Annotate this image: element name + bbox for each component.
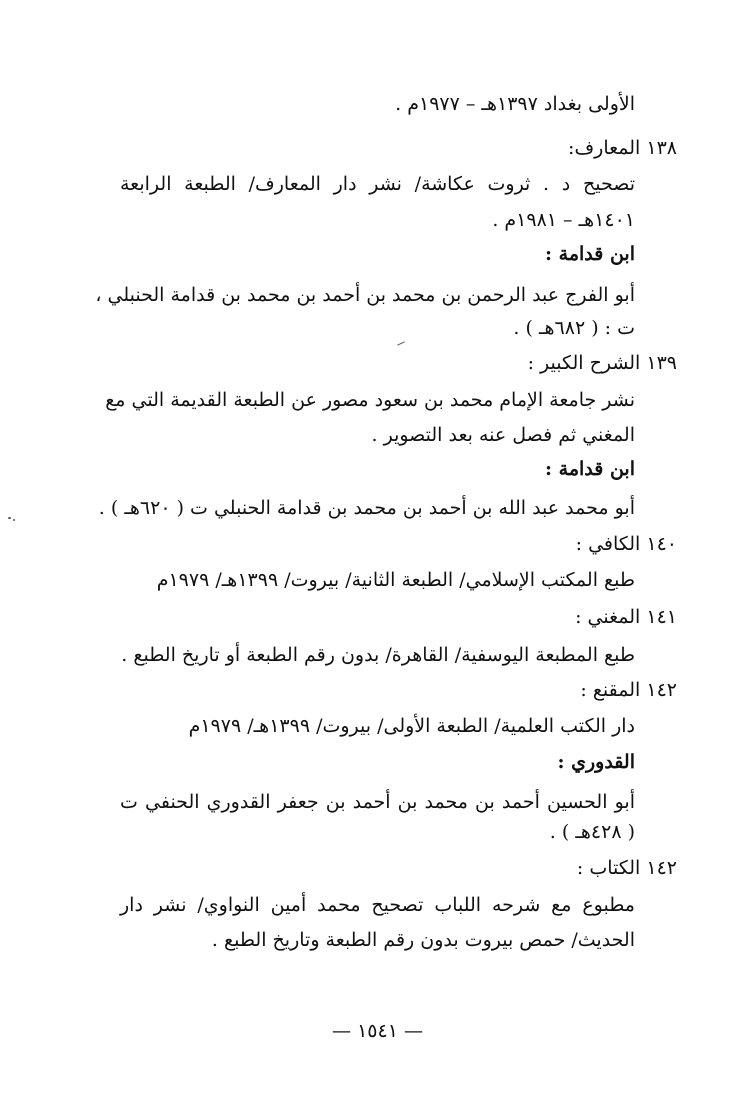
text-line: أبو الفرج عبد الرحمن بن محمد بن أحمد بن محمد بن قدامة الحنبلي ، xyxy=(95,284,635,306)
entry-heading: ١٤٢ الكتاب : xyxy=(576,857,677,879)
text-line: الحديث/ حمص بيروت بدون رقم الطبعة وتاريخ الطبع . xyxy=(211,929,635,951)
text-line: مطبوع مع شرحه اللباب تصحيح محمد أمين النواوي/ نشر دار xyxy=(120,894,635,916)
text-line: أبو محمد عبد الله بن أحمد بن محمد بن قدامة الحنبلي ت ( ٦٢٠هـ ) . xyxy=(98,497,635,519)
text-line: نشر جامعة الإمام محمد بن سعود مصور عن الطبعة القديمة التي مع xyxy=(105,389,635,411)
text-line: تصحيح د . ثروت عكاشة/ نشر دار المعارف/ الطبعة الرابعة xyxy=(120,173,635,195)
entry-heading: ١٣٨ المعارف: xyxy=(568,137,677,159)
entry-heading: ١٤٠ الكافي : xyxy=(575,533,677,555)
entry-heading: ١٣٩ الشرح الكبير : xyxy=(527,352,677,374)
text-line: أبو الحسين أحمد بن محمد بن أحمد بن جعفر القدوري الحنفي ت xyxy=(120,791,635,813)
entry-heading: ١٤١ المغني : xyxy=(575,606,677,628)
text-line: ١٤٠١هـ – ١٩٨١م . xyxy=(492,209,635,231)
author-heading: ابن قدامة : xyxy=(545,458,635,480)
text-line: طبع المطبعة اليوسفية/ القاهرة/ بدون رقم الطبعة أو تاريخ الطبع . xyxy=(121,644,635,666)
text-line: دار الكتب العلمية/ الطبعة الأولى/ بيروت/ ١٣٩٩هـ/ ١٩٧٩م xyxy=(188,715,635,737)
scan-speck xyxy=(13,519,15,521)
author-heading: ابن قدامة : xyxy=(545,243,635,265)
author-heading: القدوري : xyxy=(557,751,635,773)
text-line: ت : ( ٦٨٢هـ ) . xyxy=(513,317,635,339)
text-line: الأولى بغداد ١٣٩٧هـ – ١٩٧٧م . xyxy=(395,93,635,115)
text-line: ( ٤٢٨هـ ) . xyxy=(549,821,635,843)
entry-heading: ١٤٢ المقنع : xyxy=(580,679,677,701)
text-line: المغني ثم فصل عنه بعد التصوير . xyxy=(371,424,635,446)
page-number: — ١٥٤١ — xyxy=(332,1020,423,1042)
text-line: طبع المكتب الإسلامي/ الطبعة الثانية/ بيروت/ ١٣٩٩هـ/ ١٩٧٩م xyxy=(156,569,635,591)
scan-speck xyxy=(8,517,11,519)
